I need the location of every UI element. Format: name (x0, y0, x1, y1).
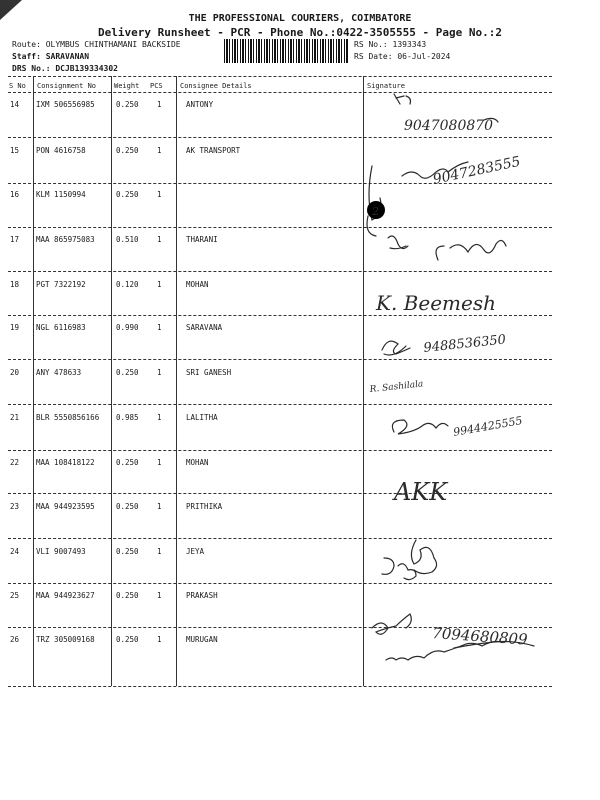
row-pcs: 1 (157, 280, 162, 289)
handwritten-phone-15: 9047283555 (431, 153, 522, 188)
row-pcs: 1 (157, 413, 162, 422)
row-consignment: KLM 1150994 (36, 190, 86, 199)
row-weight: 0.120 (116, 280, 139, 289)
row-consignee: MOHAN (186, 280, 209, 289)
row-weight: 0.990 (116, 323, 139, 332)
row-weight: 0.250 (116, 591, 139, 600)
runsheet-subtitle: Delivery Runsheet - PCR - Phone No.:0422-3505555 - Page No.:2 (98, 26, 502, 39)
row-sno: 26 (10, 635, 20, 644)
row-pcs: 1 (157, 635, 162, 644)
handwritten-phone-19: 9488536350 (422, 332, 507, 356)
handwritten-name-22: AKK (394, 478, 448, 506)
row-sno: 24 (10, 547, 20, 556)
row-consignee: PRITHIKA (186, 502, 223, 511)
rs-date: RS Date: 06-Jul-2024 (354, 52, 451, 61)
row-weight: 0.985 (116, 413, 139, 422)
row-consignment: MAA 108418122 (36, 458, 95, 467)
col-divider (176, 76, 177, 686)
table-top-line (8, 76, 552, 77)
col-consignment: Consignment No (37, 82, 97, 90)
row-consignee: LALITHA (186, 413, 218, 422)
row-weight: 0.250 (116, 502, 139, 511)
row-consignment: MAA 865975083 (36, 235, 95, 244)
row-pcs: 1 (157, 458, 162, 467)
row-consignee: MOHAN (186, 458, 209, 467)
row-consignment: PON 4616758 (36, 146, 86, 155)
row-consignment: TRZ 305009168 (36, 635, 95, 644)
row-pcs: 1 (157, 235, 162, 244)
col-weight: Weight (114, 82, 140, 90)
row-pcs: 1 (157, 323, 162, 332)
row-weight: 0.250 (116, 190, 139, 199)
row-consignment: PGT 7322192 (36, 280, 86, 289)
staff-label: Staff: SARAVANAN (12, 52, 90, 61)
row-pcs: 1 (157, 100, 162, 109)
row-consignee: ANTONY (186, 100, 214, 109)
row-sno: 23 (10, 502, 20, 511)
row-consignee: MURUGAN (186, 635, 218, 644)
row-consignment: MAA 944923627 (36, 591, 95, 600)
row-sno: 17 (10, 235, 20, 244)
row-weight: 0.510 (116, 235, 139, 244)
col-signature: Signature (367, 82, 405, 90)
row-pcs: 1 (157, 146, 162, 155)
company-title: THE PROFESSIONAL COURIERS, COIMBATORE (188, 13, 412, 24)
row-sno: 22 (10, 458, 20, 467)
row-consignment: MAA 944923595 (36, 502, 95, 511)
rs-number: RS No.: 1393343 (354, 40, 427, 49)
row-pcs: 1 (157, 368, 162, 377)
row-consignment: BLR 5550856166 (36, 413, 100, 422)
row-pcs: 1 (157, 190, 162, 199)
row-consignee: SARAVANA (186, 323, 223, 332)
col-sno: S No (9, 82, 26, 90)
row-sno: 16 (10, 190, 20, 199)
col-divider (33, 76, 34, 686)
row-consignee: AK TRANSPORT (186, 146, 241, 155)
row-sno: 20 (10, 368, 20, 377)
handwritten-circled-2: 2 (372, 205, 379, 218)
row-weight: 0.250 (116, 547, 139, 556)
handwritten-phone-14: 9047080870 (404, 118, 494, 134)
row-weight: 0.250 (116, 100, 139, 109)
route-label: Route: OLYMBUS CHINTHAMANI BACKSIDE (12, 40, 181, 49)
row-consignment: ANY 478633 (36, 368, 82, 377)
row-weight: 0.250 (116, 635, 139, 644)
barcode (224, 39, 348, 63)
row-consignee: THARANI (186, 235, 218, 244)
row-weight: 0.250 (116, 146, 139, 155)
row-sno: 21 (10, 413, 20, 422)
col-pcs: PCS (150, 82, 163, 90)
handwritten-name-18: K. Beemesh (376, 291, 496, 315)
row-sno: 15 (10, 146, 20, 155)
row-consignment: IXM 506556985 (36, 100, 95, 109)
handwritten-phone-25: 7094680809 (431, 624, 529, 649)
row-sno: 19 (10, 323, 20, 332)
row-consignee: JEYA (186, 547, 205, 556)
row-sno: 18 (10, 280, 20, 289)
row-weight: 0.250 (116, 368, 139, 377)
row-pcs: 1 (157, 547, 162, 556)
row-consignment: NGL 6116983 (36, 323, 86, 332)
row-weight: 0.250 (116, 458, 139, 467)
row-consignee: PRAKASH (186, 591, 218, 600)
col-consignee: Consignee Details (180, 82, 252, 90)
row-sno: 14 (10, 100, 20, 109)
row-sno: 25 (10, 591, 20, 600)
row-consignment: VLI 9007493 (36, 547, 86, 556)
handwritten-name-20: R. Sashilala (369, 379, 424, 395)
col-divider (111, 76, 112, 686)
row-pcs: 1 (157, 591, 162, 600)
signature-area (364, 88, 564, 688)
handwritten-phone-21: 9944425555 (452, 413, 524, 439)
drs-number: DRS No.: DCJB139334302 (12, 64, 118, 73)
row-pcs: 1 (157, 502, 162, 511)
row-consignee: SRI GANESH (186, 368, 232, 377)
